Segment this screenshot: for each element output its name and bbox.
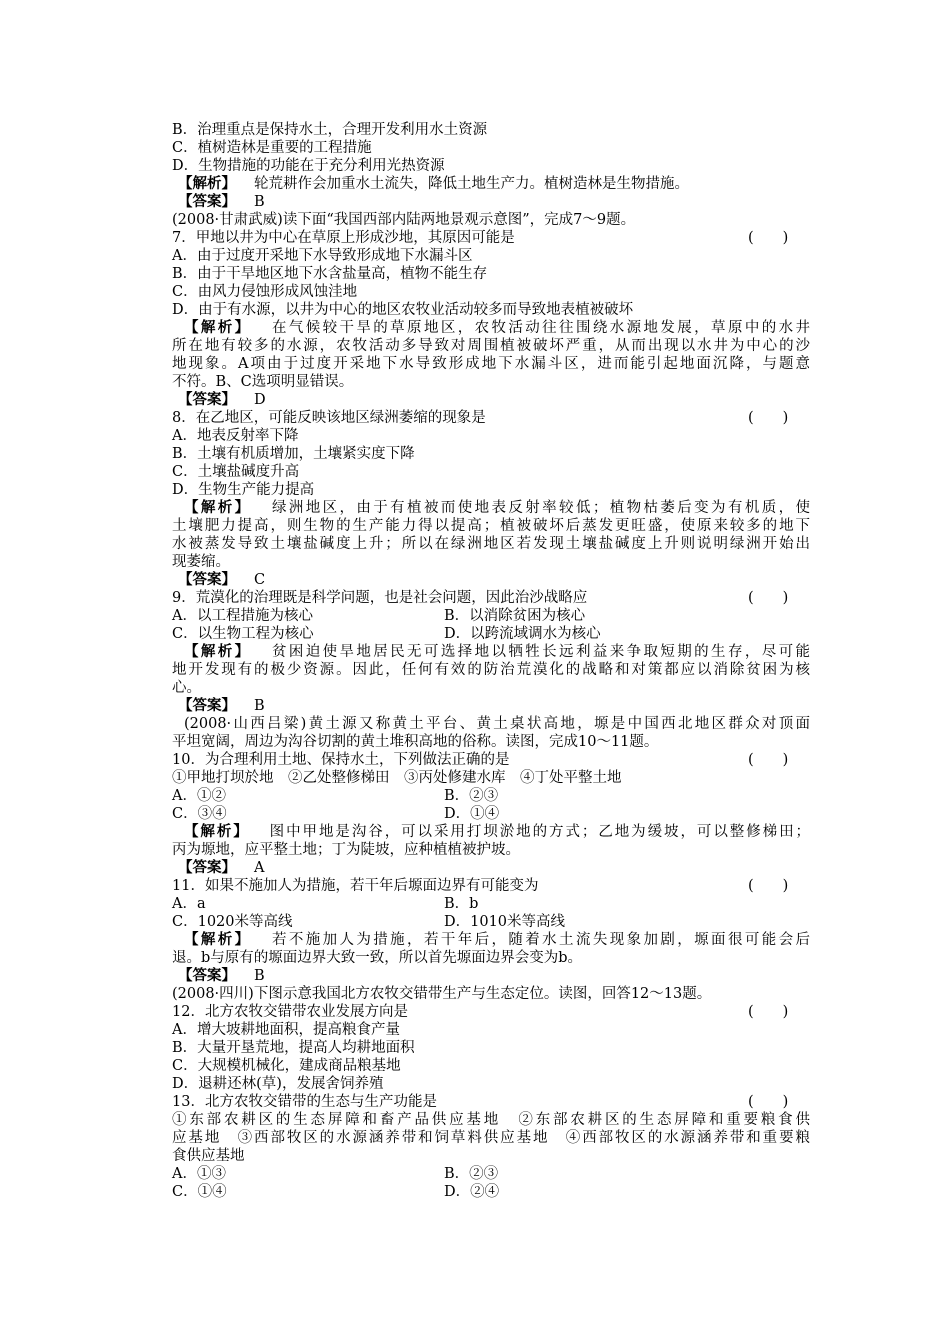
q11-options-ab <box>172 895 810 913</box>
q12-option-b: B．大量开垦荒地，提高人均耕地面积 <box>172 1040 415 1056</box>
q7-analysis-line-2: 所在地有较多的水源，农牧活动多导致对周围植被破坏严重，从而出现以水井为中心的沙 <box>172 338 810 354</box>
q10-answer-bracket: ( ) <box>748 752 789 768</box>
intro-10-11-line-1: (2008·山西吕梁)黄土源又称黄土平台、黄土桌状高地，塬是中国西北地区群众对顶面 <box>184 716 810 732</box>
answer-label: 【答案】 <box>178 697 236 714</box>
q9-analysis-line-1 <box>172 643 810 661</box>
q9-option-a: A．以工程措施为核心 <box>172 608 313 624</box>
q10-option-a: A．①② <box>172 788 226 804</box>
q13-stem <box>172 1093 810 1111</box>
q11-answer-value: B <box>254 968 265 984</box>
q8-analysis-line-2: 土壤肥力提高，则生物的生产能力得以提高；植被破坏后蒸发更旺盛，使原来较多的地下 <box>172 518 810 534</box>
q9-options-cd <box>172 625 810 643</box>
q8-analysis-line-4: 现萎缩。 <box>172 554 230 570</box>
q8-answer <box>172 571 810 589</box>
q10-stem <box>172 751 810 769</box>
q10-analysis-line-1 <box>172 823 810 841</box>
q7-answer-value: D <box>254 392 266 408</box>
q9-text: 9．荒漠化的治理既是科学问题，也是社会问题，因此治沙战略应 <box>172 590 588 606</box>
q11-option-b: B．b <box>444 896 479 912</box>
q11-option-c: C．1020米等高线 <box>172 914 293 930</box>
q13-options-ab <box>172 1165 810 1183</box>
q10-analysis-text-1: 图中甲地是沟谷，可以采用打坝淤地的方式；乙地为缓坡，可以整修梯田； <box>267 824 811 840</box>
q9-analysis-line-3: 心。 <box>172 680 201 696</box>
q6-analysis <box>172 175 810 193</box>
q12-answer-bracket: ( ) <box>748 1004 789 1020</box>
q6-answer <box>172 193 810 211</box>
q10-answer-value: A <box>254 860 265 876</box>
q9-analysis-text-1: 贫困迫使旱地居民无可选择地以牺牲长远利益来争取短期的生存，尽可能 <box>269 644 811 660</box>
analysis-label: 【解析】 <box>178 175 236 192</box>
q9-answer-value: B <box>254 698 265 714</box>
answer-label: 【答案】 <box>178 391 236 408</box>
q9-option-d: D．以跨流域调水为核心 <box>444 626 601 642</box>
q10-statements: ①甲地打坝於地 ②乙处整修梯田 ③丙处修建水库 ④丁处平整土地 <box>172 770 622 786</box>
answer-label: 【答案】 <box>178 193 236 210</box>
q11-text: 11．如果不施加人为措施，若干年后塬面边界有可能变为 <box>172 878 539 894</box>
q13-options-cd <box>172 1183 810 1201</box>
q6-option-b: B．治理重点是保持水土，合理开发利用水土资源 <box>172 122 488 138</box>
q11-answer <box>172 967 810 985</box>
q13-statements-line-2: 应基地 ③西部牧区的水源涵养带和饲草料供应基地 ④西部牧区的水源涵养带和重要粮 <box>172 1130 810 1146</box>
q12-option-d: D．退耕还林(草)，发展舍饲养殖 <box>172 1076 384 1092</box>
q10-option-c: C．③④ <box>172 806 227 822</box>
q13-answer-bracket: ( ) <box>748 1094 789 1110</box>
q8-analysis-line-1 <box>172 499 810 517</box>
q13-statements-line-3: 食供应基地 <box>172 1148 245 1164</box>
q6-answer-value: B <box>254 194 265 210</box>
q7-option-b: B．由于干旱地区地下水含盐量高，植物不能生存 <box>172 266 488 282</box>
q11-analysis-line-1 <box>172 931 810 949</box>
q11-option-a: A．a <box>172 896 206 912</box>
q7-stem <box>172 229 810 247</box>
q7-option-a: A．由于过度开采地下水导致形成地下水漏斗区 <box>172 248 473 264</box>
q7-text: 7．甲地以井为中心在草原上形成沙地，其原因可能是 <box>172 230 515 246</box>
q11-analysis-text-1: 若不施加人为措施，若干年后，随着水土流失现象加剧，塬面很可能会后 <box>269 932 811 948</box>
q13-option-c: C．①④ <box>172 1184 227 1200</box>
q8-option-d: D．生物生产能力提高 <box>172 482 315 498</box>
q6-option-d: D．生物措施的功能在于充分利用光热资源 <box>172 158 445 174</box>
q11-analysis-line-2: 退。b与原有的塬面边界大致一致，所以首先塬面边界会变为b。 <box>172 950 583 966</box>
q9-stem <box>172 589 810 607</box>
q6-option-c: C．植树造林是重要的工程措施 <box>172 140 372 156</box>
q13-option-d: D．②④ <box>444 1184 500 1200</box>
q10-text: 10．为合理利用土地、保持水土，下列做法正确的是 <box>172 752 510 768</box>
q10-options-ab <box>172 787 810 805</box>
q8-analysis-line-3: 水被蒸发导致土壤盐碱度上升；所以在绿洲地区若发现土壤盐碱度上升则说明绿洲开始出 <box>172 536 810 552</box>
q11-answer-bracket: ( ) <box>748 878 789 894</box>
q6-analysis-text: 轮荒耕作会加重水土流失，降低土地生产力。植树造林是生物措施。 <box>254 176 689 192</box>
analysis-label: 【解析】 <box>184 643 252 660</box>
intro-12-13: (2008·四川)下图示意我国北方农牧交错带生产与生态定位。读图，回答12～13题。 <box>172 986 712 1002</box>
q12-stem <box>172 1003 810 1021</box>
q12-option-a: A．增大坡耕地面积，提高粮食产量 <box>172 1022 400 1038</box>
q8-answer-value: C <box>254 572 266 588</box>
q8-option-b: B．土壤有机质增加，土壤紧实度下降 <box>172 446 415 462</box>
q10-option-b: B．②③ <box>444 788 499 804</box>
answer-label: 【答案】 <box>178 859 236 876</box>
q7-analysis-line-3: 地现象。A项由于过度开采地下水导致形成地下水漏斗区，进而能引起地面沉降，与题意 <box>172 356 810 372</box>
q13-option-b: B．②③ <box>444 1166 499 1182</box>
q8-stem <box>172 409 810 427</box>
q9-answer-bracket: ( ) <box>748 590 789 606</box>
q12-text: 12．北方农牧交错带农业发展方向是 <box>172 1004 408 1020</box>
q9-option-b: B．以消除贫困为核心 <box>444 608 586 624</box>
analysis-label: 【解析】 <box>184 823 250 840</box>
q9-options-ab <box>172 607 810 625</box>
q10-answer <box>172 859 810 877</box>
q10-options-cd <box>172 805 810 823</box>
q9-analysis-line-2: 地开发现有的极少资源。因此，任何有效的防治荒漠化的战略和对策都应以消除贫困为核 <box>172 662 810 678</box>
q12-option-c: C．大规模机械化，建成商品粮基地 <box>172 1058 401 1074</box>
q8-analysis-text-1: 绿洲地区，由于有植被而使地表反射率较低；植物枯萎后变为有机质，使 <box>269 500 811 516</box>
q7-analysis-line-4: 不符。B、C选项明显错误。 <box>172 374 354 390</box>
q13-text: 13．北方农牧交错带的生态与生产功能是 <box>172 1094 437 1110</box>
q11-option-d: D．1010米等高线 <box>444 914 566 930</box>
q8-option-a: A．地表反射率下降 <box>172 428 299 444</box>
q7-analysis-text-1: 在气候较干旱的草原地区，农牧活动往往围绕水源地发展，草原中的水井 <box>269 320 811 336</box>
q8-text: 8．在乙地区，可能反映该地区绿洲萎缩的现象是 <box>172 410 486 426</box>
answer-label: 【答案】 <box>178 571 236 588</box>
q11-options-cd <box>172 913 810 931</box>
q10-analysis-line-2: 丙为塬地，应平整土地；丁为陡坡，应种植植被护坡。 <box>172 842 520 858</box>
intro-10-11-line-2: 平坦宽阔，周边为沟谷切割的黄土堆积高地的俗称。读图，完成10～11题。 <box>172 734 659 750</box>
q7-option-d: D．由于有水源，以井为中心的地区农牧业活动较多而导致地表植被破坏 <box>172 302 634 318</box>
q7-answer <box>172 391 810 409</box>
answer-label: 【答案】 <box>178 967 236 984</box>
q7-option-c: C．由风力侵蚀形成风蚀洼地 <box>172 284 358 300</box>
q9-answer <box>172 697 810 715</box>
analysis-label: 【解析】 <box>184 499 252 516</box>
analysis-label: 【解析】 <box>184 319 252 336</box>
document-body <box>172 121 810 1201</box>
q13-option-a: A．①③ <box>172 1166 226 1182</box>
q7-answer-bracket: ( ) <box>748 230 789 246</box>
q7-analysis-line-1 <box>172 319 810 337</box>
q8-answer-bracket: ( ) <box>748 410 789 426</box>
q8-option-c: C．土壤盐碱度升高 <box>172 464 300 480</box>
q10-option-d: D．①④ <box>444 806 500 822</box>
q13-statements-line-1: ①东部农耕区的生态屏障和畜产品供应基地 ②东部农耕区的生态屏障和重要粮食供 <box>172 1112 810 1128</box>
intro-7-9: (2008·甘肃武威)读下面“我国西部内陆两地景观示意图”，完成7～9题。 <box>172 212 636 228</box>
q11-stem <box>172 877 810 895</box>
analysis-label: 【解析】 <box>184 931 252 948</box>
q9-option-c: C．以生物工程为核心 <box>172 626 314 642</box>
